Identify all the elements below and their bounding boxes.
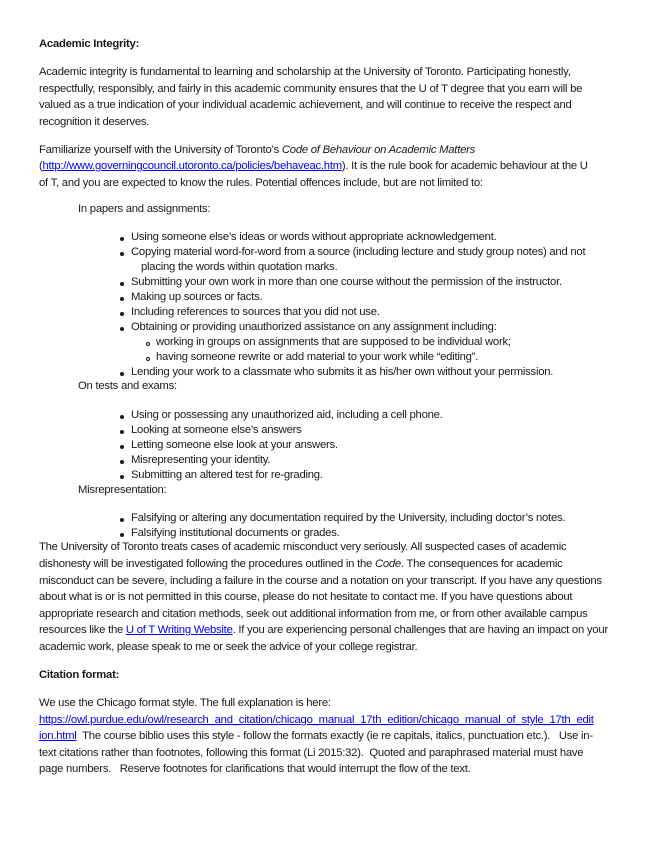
text: The course biblio uses this style - follow the formats exactly (ie re capitals, italics, punctuation etc.). Use in- — [76, 730, 593, 742]
text: ( — [39, 160, 43, 172]
text: . The consequences for academic — [400, 558, 563, 570]
paragraph-line: recognition it deserves. — [39, 116, 150, 128]
hollow-bullet-icon — [146, 342, 150, 346]
paragraph-line: misconduct can be severe, including a failure in the course and a notation on your transcript. If you have any questions — [39, 575, 602, 587]
list-item-continuation: placing the words within quotation marks. — [141, 261, 338, 273]
text: ). It is the rule book for academic behaviour at the U — [341, 160, 588, 172]
list-item-text: Falsifying or altering any documentation required by the University, including doctor’s notes. — [131, 512, 566, 524]
bullet-icon — [120, 237, 124, 241]
paragraph-line: of T, and you are expected to know the rules. Potential offences include, but are not limited to: — [39, 177, 483, 189]
tests-label: On tests and exams: — [78, 380, 177, 392]
code-reference: Code — [374, 558, 401, 570]
misrepresentation-label: Misrepresentation: — [78, 484, 167, 496]
list-item-text: Submitting your own work in more than one course without the permission of the instructor. — [131, 276, 562, 288]
bullet-icon — [120, 327, 124, 331]
paragraph-line: Academic integrity is fundamental to learning and scholarship at the University of Toronto. Participating honestly, — [39, 66, 571, 78]
list-item-text: Using someone else’s ideas or words without appropriate acknowledgement. — [131, 231, 497, 243]
paragraph-line — [39, 714, 594, 726]
paragraph-line — [39, 160, 588, 172]
list-item-text: Lending your work to a classmate who submits it as his/her own without your permission. — [131, 366, 554, 378]
bullet-icon — [120, 518, 124, 522]
sub-list-item-text: having someone rewrite or add material to your work while “editing”. — [156, 351, 479, 363]
paragraph-line: about what is or is not permitted in this course, please do not hesitate to contact me. If you have questions about — [39, 591, 573, 603]
text: resources like the — [39, 624, 126, 636]
text: dishonesty will be investigated following the procedures outlined in the — [39, 558, 375, 570]
list-item-text: Misrepresenting your identity. — [131, 454, 271, 466]
list-item-text: Making up sources or facts. — [131, 291, 263, 303]
text: Familiarize yourself with the University of Toronto’s — [39, 144, 282, 156]
list-item-text: Copying material word-for-word from a source (including lecture and study group notes) and not — [131, 246, 586, 258]
list-item-text: Including references to sources that you did not use. — [131, 306, 380, 318]
purdue-owl-link-continuation[interactable]: ion.html — [39, 730, 77, 742]
paragraph-line: academic work, please speak to me or seek the advice of your college registrar. — [39, 641, 418, 653]
paragraph-line: page numbers. Reserve footnotes for clarifications that would interrupt the flow of the text. — [39, 763, 471, 775]
bullet-icon — [120, 415, 124, 419]
writing-website-link[interactable]: U of T Writing Website — [125, 624, 233, 636]
paragraph-line: The University of Toronto treats cases of academic misconduct very seriously. All suspected cases of academic — [39, 541, 567, 553]
purdue-owl-link[interactable]: https://owl.purdue.edu/owl/research_and_citation/chicago_manual_17th_edition/chicago_manual_of_style_17th_edit — [39, 714, 594, 726]
list-item-text: Looking at someone else’s answers — [131, 424, 302, 436]
list-item-text: Falsifying institutional documents or grades. — [131, 527, 340, 539]
list-item-text: Letting someone else look at your answers. — [131, 439, 338, 451]
bullet-icon — [120, 445, 124, 449]
sub-list-item-text: working in groups on assignments that are supposed to be individual work; — [156, 336, 511, 348]
governing-council-link[interactable]: http://www.governingcouncil.utoronto.ca/policies/behaveac.htm — [42, 160, 342, 172]
section-heading-citation-format: Citation format: — [39, 669, 120, 681]
paragraph-line: respectfully, responsibly, and fairly in this academic community ensures that the U of T degree that you earn will be — [39, 83, 583, 95]
paragraph-line — [39, 624, 608, 636]
paragraph-line — [39, 144, 475, 156]
bullet-icon — [120, 282, 124, 286]
list-item-text: Using or possessing any unauthorized aid, including a cell phone. — [131, 409, 443, 421]
paragraph-line: We use the Chicago format style. The full explanation is here: — [39, 697, 331, 709]
bullet-icon — [120, 460, 124, 464]
code-of-behaviour-title: Code of Behaviour on Academic Matters — [281, 144, 476, 156]
bullet-icon — [120, 430, 124, 434]
paragraph-line — [39, 558, 563, 570]
bullet-icon — [120, 475, 124, 479]
papers-label: In papers and assignments: — [78, 203, 211, 215]
bullet-icon — [120, 372, 124, 376]
hollow-bullet-icon — [146, 357, 150, 361]
paragraph-line: appropriate research and citation methods, seek out additional information from me, or from other available campus — [39, 608, 588, 620]
paragraph-line: valued as a true indication of your individual academic achievement, and will continue to receive the respect and — [39, 99, 572, 111]
paragraph-line — [39, 730, 593, 742]
list-item-text: Submitting an altered test for re-grading. — [131, 469, 323, 481]
paragraph-line: text citations rather than footnotes, following this format (Li 2015:32). Quoted and paraphrased material must have — [39, 747, 584, 759]
list-item-text: Obtaining or providing unauthorized assistance on any assignment including: — [131, 321, 497, 333]
bullet-icon — [120, 312, 124, 316]
bullet-icon — [120, 297, 124, 301]
bullet-icon — [120, 252, 124, 256]
bullet-icon — [120, 533, 124, 537]
section-heading-academic-integrity: Academic Integrity: — [39, 38, 140, 50]
text: . If you are experiencing personal challenges that are having an impact on your — [232, 624, 608, 636]
